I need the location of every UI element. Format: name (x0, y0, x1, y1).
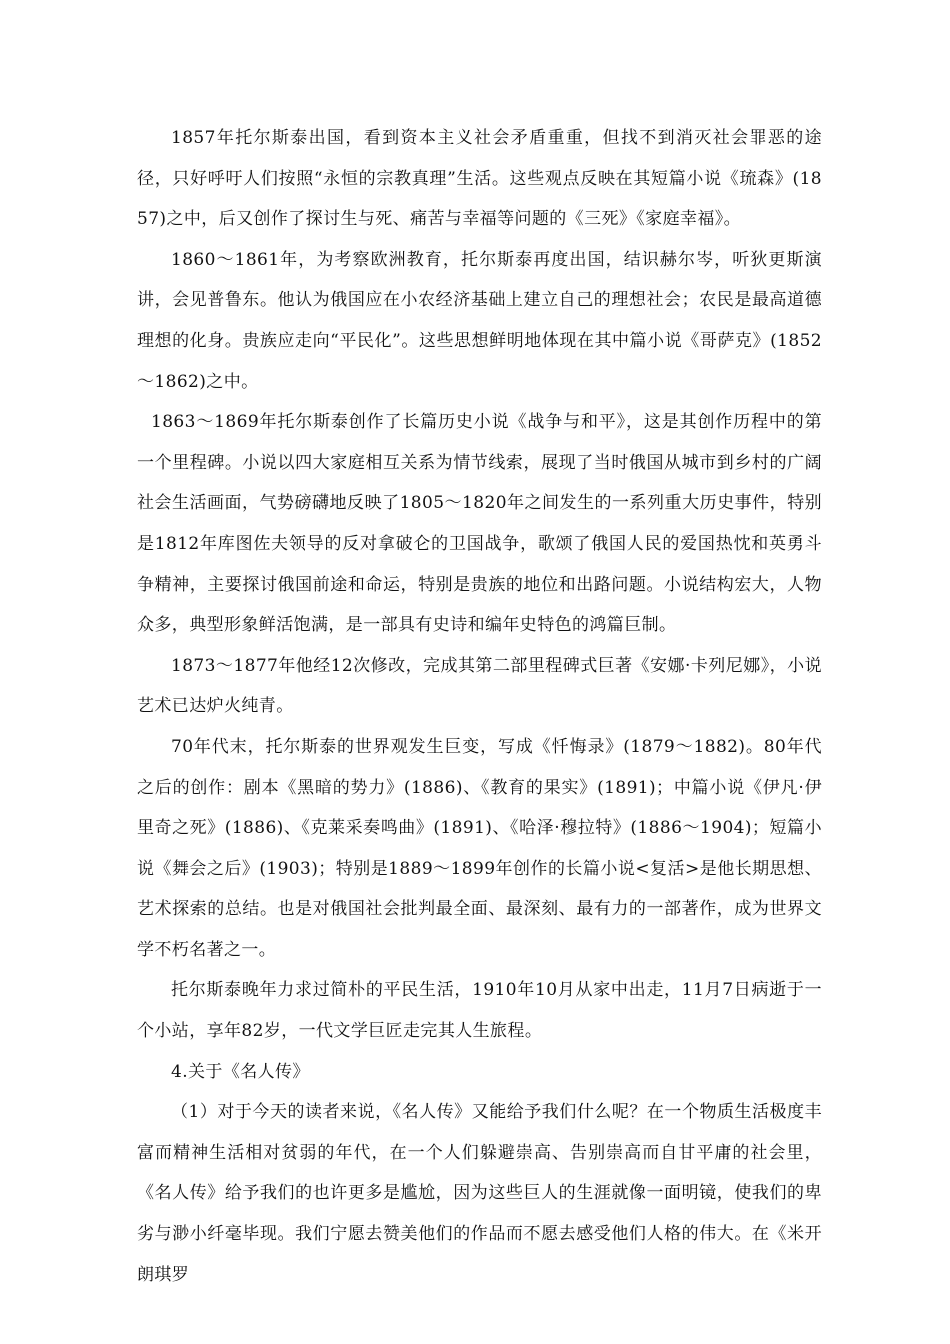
paragraph-famous-lives-question: （1）对于今天的读者来说，《名人传》又能给予我们什么呢？在一个物质生活极度丰富而精神生活相对贫弱的年代，在一个人们躲避崇高、告别崇高而自甘平庸的社会里，《名人传》给予我们的也许更多是尴尬，因为这些巨人的生涯就像一面明镜，使我们的卑劣与渺小纤毫毕现。我们宁愿去赞美他们的作品而不愿去感受他们人格的伟大。在《米开朗琪罗 (137, 1102, 822, 1285)
paragraph-final-years: 托尔斯泰晚年力求过简朴的平民生活，1910年10月从家中出走，11月7日病逝于一个小站，享年82岁，一代文学巨匠走完其人生旅程。 (137, 980, 822, 1042)
paragraph-1857-travel: 1857年托尔斯泰出国，看到资本主义社会矛盾重重，但找不到消灭社会罪恶的途径，只好呼吁人们按照“永恒的宗教真理”生活。这些观点反映在其短篇小说《琉森》(1857)之中，后又创作了探讨生与死、痛苦与幸福等问题的《三死》《家庭幸福》。 (137, 128, 822, 230)
section-heading-famous-lives: 4.关于《名人传》 (171, 1061, 310, 1082)
paragraph-anna-karenina: 1873～1877年他经12次修改，完成其第二部里程碑式巨著《安娜·卡列尼娜》，小说艺术已达炉火纯青。 (137, 655, 822, 717)
paragraph-1860-travel: 1860～1861年，为考察欧洲教育，托尔斯泰再度出国，结识赫尔岑，听狄更斯演讲，会见普鲁东。他认为俄国应在小农经济基础上建立自己的理想社会；农民是最高道德理想的化身。贵族应走向“平民化”。这些思想鲜明地体现在其中篇小说《哥萨克》(1852～1862)之中。 (137, 249, 822, 392)
document-page (137, 118, 822, 1295)
paragraph-war-and-peace: 1863～1869年托尔斯泰创作了长篇历史小说《战争与和平》，这是其创作历程中的第一个里程碑。小说以四大家庭相互关系为情节线索，展现了当时俄国从城市到乡村的广阔社会生活画面，气势磅礴地反映了1805～1820年之间发生的一系列重大历史事件，特别是1812年库图佐夫领导的反对拿破仑的卫国战争，歌颂了俄国人民的爱国热忱和英勇斗争精神，主要探讨俄国前途和命运，特别是贵族的地位和出路问题。小说结构宏大，人物众多，典型形象鲜活饱满，是一部具有史诗和编年史特色的鸿篇巨制。 (137, 412, 822, 636)
paragraph-later-works: 70年代末，托尔斯泰的世界观发生巨变，写成《忏悔录》(1879～1882)。80年代之后的创作：剧本《黑暗的势力》(1886)、《教育的果实》(1891)；中篇小说《伊凡·伊里奇之死》(1886)、《克莱采奏鸣曲》(1891)、《哈泽·穆拉特》(1886～1904)；短篇小说《舞会之后》(1903)；特别是1889～1899年创作的长篇小说<复活>是他长期思想、艺术探索的总结。也是对俄国社会批判最全面、最深刻、最有力的一部著作，成为世界文学不朽名著之一。 (137, 736, 822, 960)
